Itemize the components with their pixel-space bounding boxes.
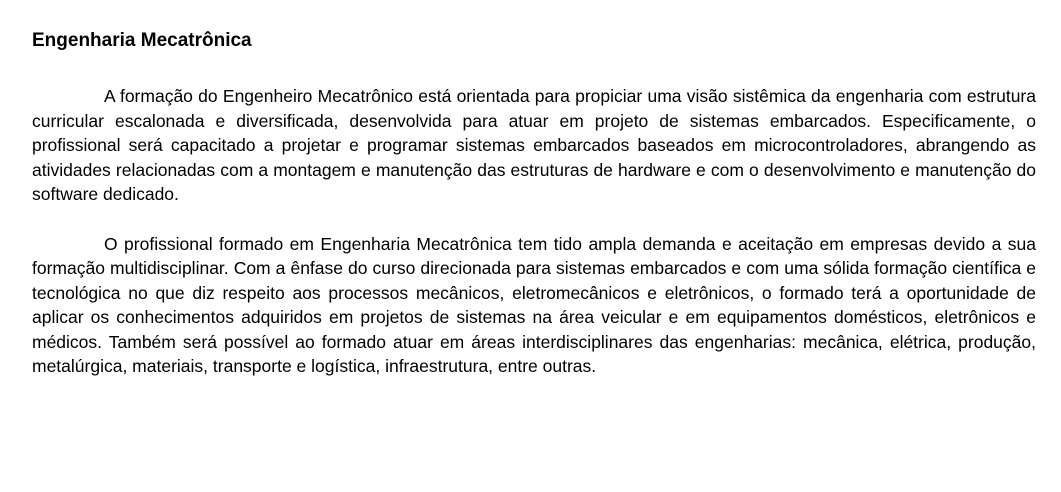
document-page <box>32 28 1036 379</box>
paragraph-career-prospects: O profissional formado em Engenharia Mecatrônica tem tido ampla demanda e aceitação em empresas devido a sua formação multidisciplinar. Com a ênfase do curso direcionada para sistemas embarcados e com uma sólida formação científica e tecnológica no que diz respeito aos processos mecânicos, eletromecânicos e eletrônicos, o formado terá a oportunidade de aplicar os conhecimentos adquiridos em projetos de sistemas na área veicular e em equipamentos domésticos, eletrônicos e médicos. Também será possível ao formado atuar em áreas interdisciplinares das engenharias: mecânica, elétrica, produção, metalúrgica, materiais, transporte e logística, infraestrutura, entre outras. <box>32 233 1036 376</box>
paragraph-course-formation: A formação do Engenheiro Mecatrônico está orientada para propiciar uma visão sistêmica da engenharia com estrutura curricular escalonada e diversificada, desenvolvida para atuar em projeto de sistemas embarcados. Especificamente, o profissional será capacitado a projetar e programar sistemas embarcados baseados em microcontroladores, abrangendo as atividades relacionadas com a montagem e manutenção das estruturas de hardware e com o desenvolvimento e manutenção do software dedicado. <box>32 86 1036 204</box>
document-title: Engenharia Mecatrônica <box>32 30 252 51</box>
